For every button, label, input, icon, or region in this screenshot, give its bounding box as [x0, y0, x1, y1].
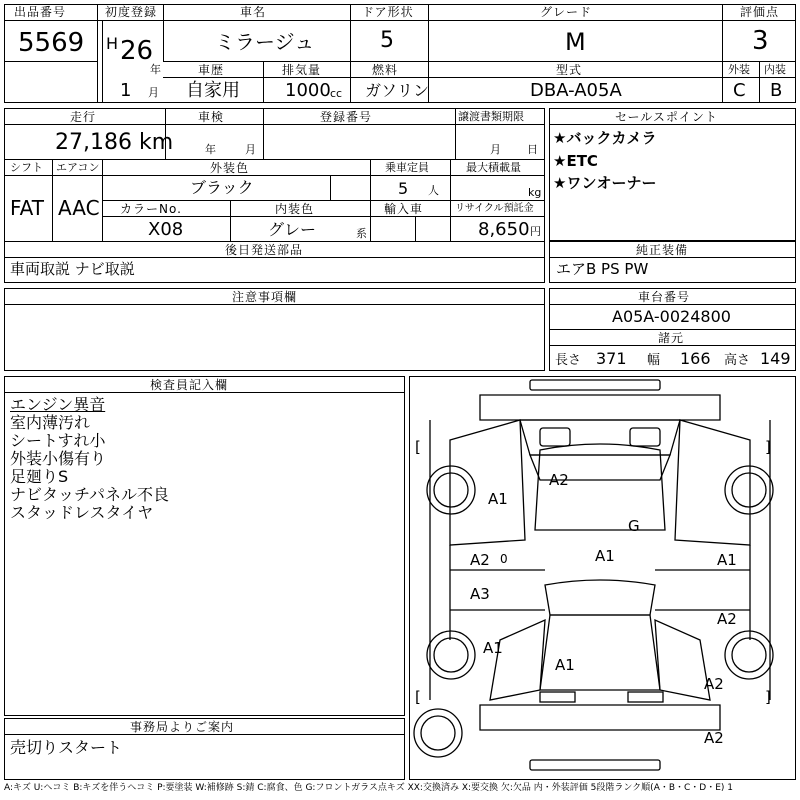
lot-number: 5569: [18, 28, 85, 58]
inspector-line: 外装小傷有り: [10, 449, 107, 468]
recycle-label: リサイクル預託金: [455, 203, 534, 214]
reg-number-label: 登録番号: [320, 110, 373, 124]
model-label: 車名: [240, 5, 267, 19]
inspector-label: 検査員記入欄: [150, 378, 229, 392]
interior-label: 内装: [764, 63, 786, 76]
type-label: 型式: [556, 63, 583, 77]
fuel-value: ガソリン: [365, 81, 430, 100]
damage-right-front-door: A1: [717, 551, 737, 569]
capacity-unit: 人: [428, 184, 439, 197]
transfer-day-unit: 日: [527, 143, 538, 156]
exterior-label: 外装: [728, 63, 750, 76]
inspector-notes: [10, 396, 169, 522]
first-reg-label: 初度登録: [105, 5, 158, 19]
damage-small-0: 0: [500, 552, 508, 566]
capacity-value: 5: [398, 179, 409, 198]
int-color-label: 内装色: [275, 202, 315, 216]
mileage-value: 27,186 km: [55, 130, 174, 155]
interior-grade: B: [770, 80, 783, 101]
grade-value: M: [565, 28, 586, 56]
int-color-value: グレー: [268, 220, 317, 239]
ac-label: エアコン: [56, 161, 100, 174]
chassis-number: A05A-0024800: [612, 307, 731, 326]
width-label: 幅: [647, 353, 661, 368]
transfer-label: 譲渡書類期限: [458, 110, 524, 123]
legend-text: A:キズ U:ヘコミ B:キズを伴うヘコミ P:要塗装 W:補修跡 S:錆 C:腐食、色 G:フロントガラス点キズ XX:交換済み X:要交換 欠:欠品 内・外装評価 5段階ランク順(A・B・C・D・E) 1: [4, 783, 734, 793]
inspector-line: ナビタッチパネル不良: [10, 485, 170, 504]
length-value: 371: [596, 349, 627, 368]
maxload-unit: kg: [528, 186, 542, 199]
later-parts-label: 後日発送部品: [225, 243, 304, 257]
chassis-label: 車台番号: [638, 290, 691, 304]
damage-bracket-left-1: [: [415, 438, 421, 456]
sales-label: セールスポイント: [615, 110, 718, 124]
damage-right-rear-quarter: A2: [704, 675, 724, 693]
shift-label: シフト: [10, 161, 43, 174]
inspector-line: エンジン異音: [10, 395, 106, 414]
damage-bracket-right-1: ]: [765, 438, 771, 456]
maxload-label: 最大積載量: [466, 161, 521, 174]
doors-value: 5: [380, 28, 394, 53]
inspector-line: 室内薄汚れ: [10, 413, 91, 432]
model-name: ミラージュ: [215, 30, 315, 54]
height-label: 高さ: [724, 353, 751, 368]
inspection-month-unit: 月: [245, 143, 256, 156]
notes-label: 注意事項欄: [232, 290, 298, 304]
color-no-label: カラーNo.: [120, 202, 182, 216]
import-label: 輸入車: [384, 202, 424, 216]
office-value: 売切りスタート: [10, 738, 123, 757]
type-value: DBA-A05A: [530, 80, 622, 101]
fuel-label: 燃料: [372, 63, 399, 77]
shift-value: FAT: [10, 196, 45, 220]
equipment-value: エアB PS PW: [556, 260, 649, 278]
doors-label: ドア形状: [362, 5, 414, 19]
damage-center: A1: [595, 547, 615, 565]
later-parts-value: 車両取説 ナビ取説: [10, 260, 135, 278]
height-value: 149: [760, 349, 791, 368]
sales-point-1: ★バックカメラ: [553, 129, 657, 147]
width-value: 166: [680, 349, 711, 368]
lot-label: 出品番号: [14, 5, 67, 19]
sales-point-3: ★ワンオーナー: [553, 174, 657, 192]
reg-month: 1: [120, 80, 132, 101]
color-no-value: X08: [148, 219, 184, 240]
recycle-unit: 円: [530, 225, 541, 238]
damage-left-rear-door: A3: [470, 585, 490, 603]
capacity-label: 乗車定員: [385, 161, 429, 174]
damage-trunk: A1: [555, 656, 575, 674]
damage-left-front-door: A2: [470, 551, 490, 569]
damage-glass: G: [628, 517, 640, 535]
grade-label: グレード: [540, 5, 593, 19]
damage-rear-bumper: A2: [704, 729, 724, 747]
color-value: ブラック: [190, 178, 254, 197]
length-label: 長さ: [555, 353, 582, 368]
displacement-value: 1000: [285, 80, 331, 101]
era: H: [106, 34, 119, 53]
damage-left-rear-fender: A1: [483, 639, 503, 657]
int-color-suffix: 系: [356, 227, 367, 240]
damage-roof: A2: [549, 471, 569, 489]
inspector-line: 足廻りS: [10, 467, 69, 486]
transfer-month-unit: 月: [490, 143, 501, 156]
displacement-unit: cc: [330, 87, 343, 100]
damage-right-rear-door: A2: [717, 610, 737, 628]
mileage-label: 走行: [70, 110, 97, 124]
sales-point-2: ★ETC: [553, 152, 598, 170]
inspector-line: スタッドレスタイヤ: [10, 503, 154, 522]
inspection-year-unit: 年: [205, 143, 216, 156]
history-label: 車歴: [198, 63, 225, 77]
displacement-label: 排気量: [282, 63, 322, 77]
color-label: 外装色: [210, 161, 250, 175]
inspection-label: 車検: [198, 110, 225, 124]
damage-bracket-left-2: [: [415, 688, 421, 706]
damage-bracket-right-2: ]: [765, 688, 771, 706]
inspector-line: シートすれ小: [10, 431, 106, 450]
reg-year: 26: [120, 36, 154, 66]
car-diagram: [409, 376, 796, 780]
history-value: 自家用: [186, 80, 240, 101]
dims-label: 諸元: [658, 331, 685, 345]
score-label: 評価点: [740, 5, 780, 19]
year-unit: 年: [150, 63, 161, 76]
month-unit: 月: [148, 86, 159, 99]
recycle-value: 8,650: [478, 219, 530, 240]
score-value: 3: [752, 26, 769, 56]
damage-left-front-upper: A1: [488, 490, 508, 508]
equipment-label: 純正装備: [636, 243, 689, 257]
exterior-grade: C: [733, 80, 746, 101]
office-label: 事務局よりご案内: [130, 720, 235, 734]
ac-value: AAC: [58, 196, 100, 220]
